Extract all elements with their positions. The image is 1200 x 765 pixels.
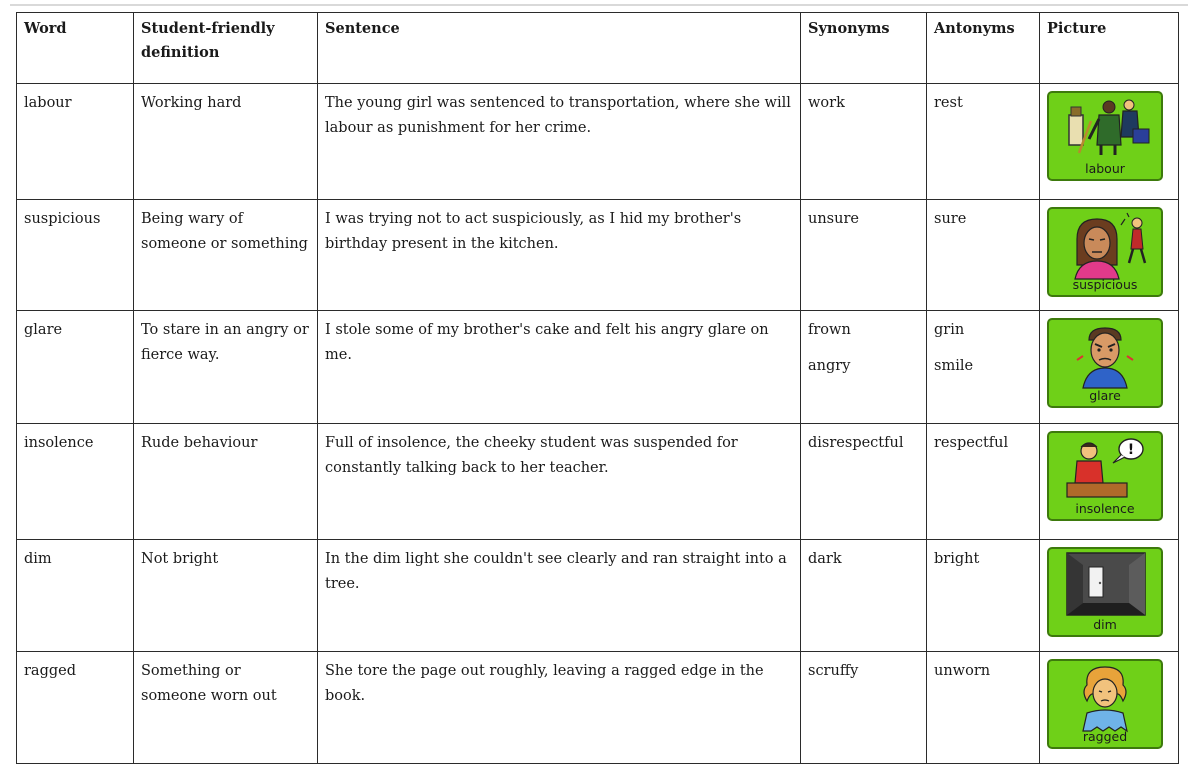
definition-cell: Working hard bbox=[134, 84, 318, 200]
synonym: unsure bbox=[808, 211, 859, 227]
sentence-cell: The young girl was sentenced to transportation, where she will labour as punishment for her crime. bbox=[318, 84, 801, 200]
header-picture: Picture bbox=[1040, 13, 1179, 84]
synonyms-cell bbox=[801, 200, 927, 311]
picture-cell bbox=[1040, 200, 1179, 311]
symbol-card bbox=[1047, 547, 1163, 637]
svg-text:!: ! bbox=[1127, 442, 1135, 458]
header-sentence: Sentence bbox=[318, 13, 801, 84]
synonym: dark bbox=[808, 551, 842, 567]
word-cell: suspicious bbox=[17, 200, 134, 311]
symbol-caption: ragged bbox=[1082, 729, 1128, 744]
table-row bbox=[17, 84, 1179, 200]
antonym: grin bbox=[934, 322, 965, 338]
antonym: respectful bbox=[934, 435, 1009, 451]
word-cell: labour bbox=[17, 84, 134, 200]
synonym: angry bbox=[808, 358, 851, 374]
symbol-caption: glare bbox=[1089, 388, 1121, 403]
sentence-cell: She tore the page out roughly, leaving a ragged edge in the book. bbox=[318, 652, 801, 764]
antonyms-cell bbox=[927, 652, 1040, 764]
word-cell: dim bbox=[17, 540, 134, 652]
synonyms-cell bbox=[801, 84, 927, 200]
synonym: work bbox=[808, 95, 845, 111]
antonym: bright bbox=[934, 551, 980, 567]
table-row bbox=[17, 540, 1179, 652]
symbol-caption: labour bbox=[1085, 161, 1125, 176]
antonym: smile bbox=[934, 358, 974, 374]
header-synonyms: Synonyms bbox=[801, 13, 927, 84]
sentence-cell: I was trying not to act suspiciously, as I hid my brother's birthday present in the kitchen. bbox=[318, 200, 801, 311]
antonym: sure bbox=[934, 211, 967, 227]
table-row bbox=[17, 200, 1179, 311]
table-row bbox=[17, 652, 1179, 764]
antonym: unworn bbox=[934, 663, 991, 679]
synonyms-cell bbox=[801, 540, 927, 652]
synonyms-cell bbox=[801, 652, 927, 764]
definition-cell: Not bright bbox=[134, 540, 318, 652]
word-cell: insolence bbox=[17, 424, 134, 540]
picture-cell bbox=[1040, 311, 1179, 424]
picture-cell bbox=[1040, 540, 1179, 652]
synonym: frown bbox=[808, 322, 851, 338]
symbol-caption: insolence bbox=[1075, 501, 1135, 516]
sentence-cell: In the dim light she couldn't see clearly and ran straight into a tree. bbox=[318, 540, 801, 652]
table-row bbox=[17, 424, 1179, 540]
definition-cell: Something or someone worn out bbox=[134, 652, 318, 764]
definition-cell: To stare in an angry or fierce way. bbox=[134, 311, 318, 424]
synonyms-cell bbox=[801, 424, 927, 540]
symbol-card bbox=[1047, 91, 1163, 181]
antonym: rest bbox=[934, 95, 963, 111]
header-word: Word bbox=[17, 13, 134, 84]
definition-cell: Rude behaviour bbox=[134, 424, 318, 540]
synonym: disrespectful bbox=[808, 435, 904, 451]
symbol-card bbox=[1047, 318, 1163, 408]
header-antonyms: Antonyms bbox=[927, 13, 1040, 84]
symbol-caption: dim bbox=[1093, 617, 1117, 632]
word-cell: glare bbox=[17, 311, 134, 424]
page-top-divider bbox=[10, 4, 1188, 6]
picture-cell bbox=[1040, 424, 1179, 540]
synonyms-cell bbox=[801, 311, 927, 424]
symbol-card bbox=[1047, 431, 1163, 521]
antonyms-cell bbox=[927, 311, 1040, 424]
definition-cell: Being wary of someone or something bbox=[134, 200, 318, 311]
antonyms-cell bbox=[927, 84, 1040, 200]
symbol-card bbox=[1047, 659, 1163, 749]
sentence-cell: Full of insolence, the cheeky student was suspended for constantly talking back to her teacher. bbox=[318, 424, 801, 540]
symbol-card bbox=[1047, 207, 1163, 297]
symbol-caption: suspicious bbox=[1072, 277, 1138, 292]
vocabulary-table bbox=[16, 12, 1179, 764]
table-row bbox=[17, 311, 1179, 424]
picture-cell bbox=[1040, 652, 1179, 764]
header-definition: Student-friendly definition bbox=[134, 13, 318, 84]
antonyms-cell bbox=[927, 200, 1040, 311]
picture-cell bbox=[1040, 84, 1179, 200]
header-row bbox=[17, 13, 1179, 84]
antonyms-cell bbox=[927, 540, 1040, 652]
word-cell: ragged bbox=[17, 652, 134, 764]
synonym: scruffy bbox=[808, 663, 859, 679]
sentence-cell: I stole some of my brother's cake and felt his angry glare on me. bbox=[318, 311, 801, 424]
antonyms-cell bbox=[927, 424, 1040, 540]
